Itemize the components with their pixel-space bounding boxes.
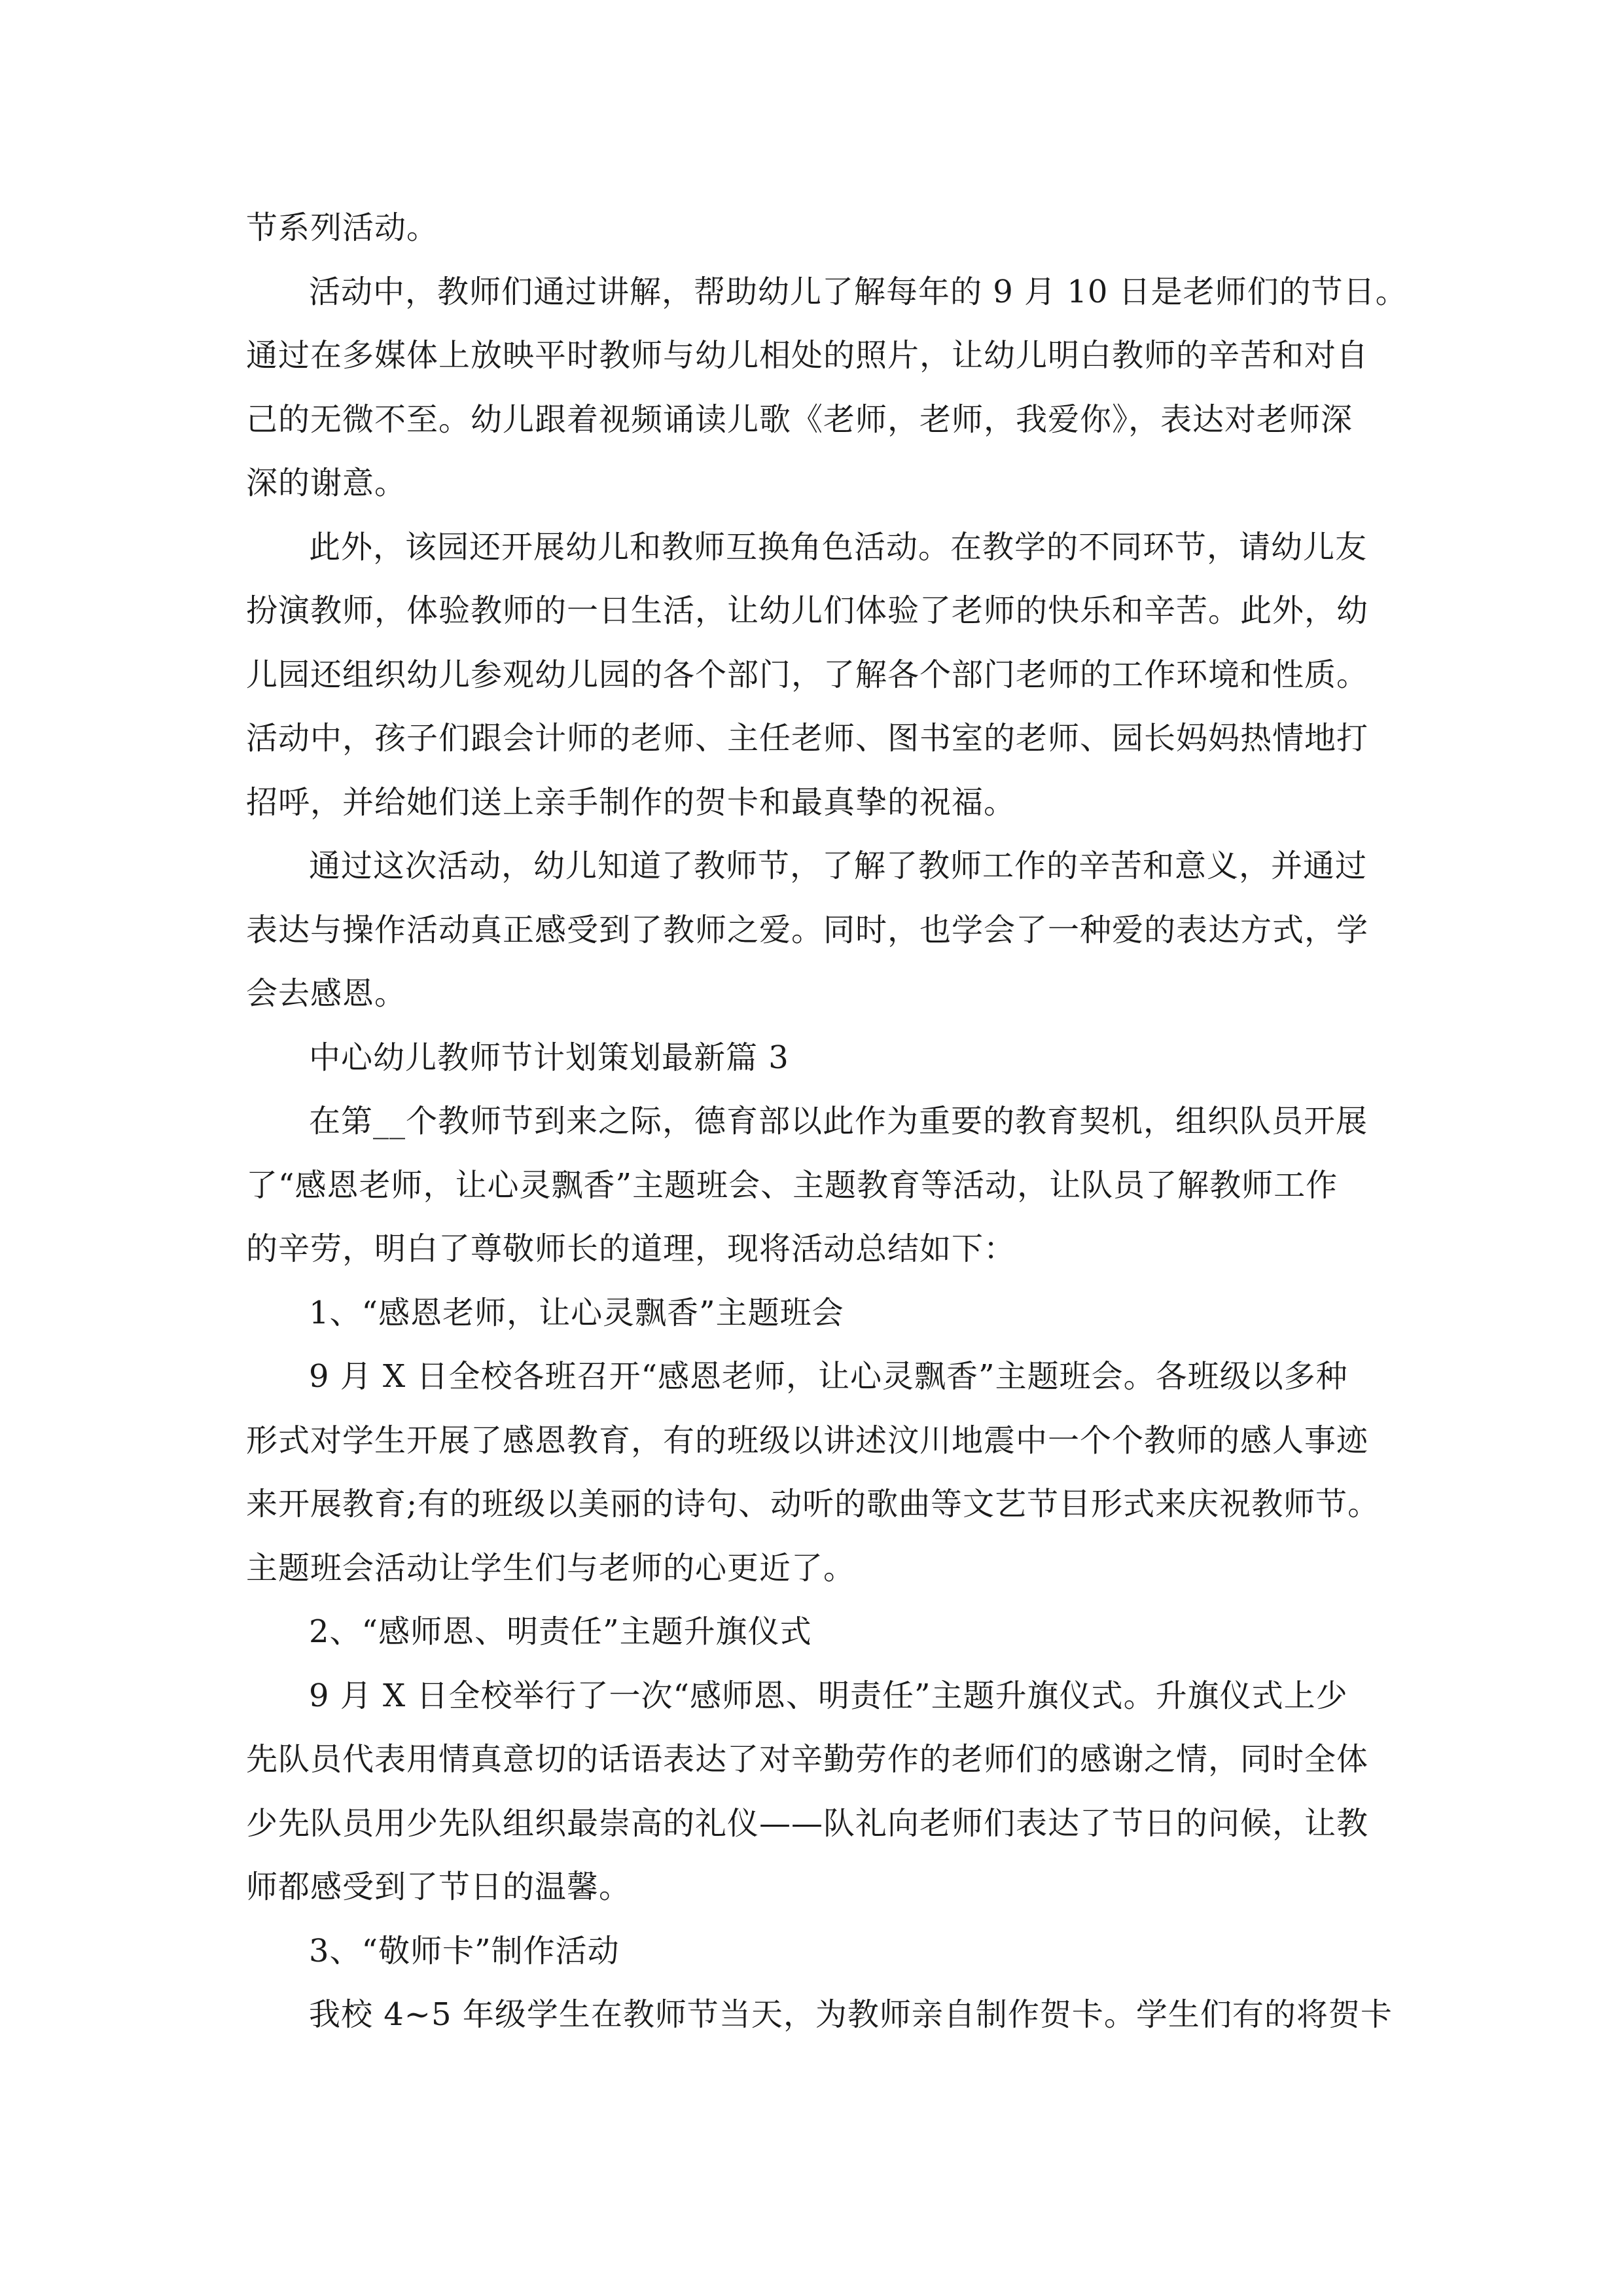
text-line: 活动中，教师们通过讲解，帮助幼儿了解每年的 9 月 10 日是老师们的节日。 [309,273,1408,310]
text-line: 己的无微不至。幼儿跟着视频诵读儿歌《老师，老师，我爱你》，表达对老师深 [246,401,1353,438]
text-line: 先队员代表用情真意切的话语表达了对辛勤劳作的老师们的感谢之情，同时全体 [246,1741,1369,1778]
text-line: 9 月 X 日全校举行了一次“感师恩、明责任”主题升旗仪式。升旗仪式上少 [309,1677,1348,1714]
text-line: 儿园还组织幼儿参观幼儿园的各个部门，了解各个部门老师的工作环境和性质。 [246,656,1369,693]
text-line: 主题班会活动让学生们与老师的心更近了。 [246,1549,856,1587]
text-line: 招呼，并给她们送上亲手制作的贺卡和最真挚的祝福。 [246,783,1016,821]
list-item-heading: 3、“敬师卡”制作活动 [309,1932,620,1969]
list-item-heading: 2、“感师恩、明责任”主题升旗仪式 [309,1613,812,1650]
document-body [246,196,1408,2047]
text-line: 师都感受到了节日的温馨。 [246,1869,632,1905]
section-heading: 中心幼儿教师节计划策划最新篇 3 [309,1039,789,1076]
text-line: 通过这次活动，幼儿知道了教师节，了解了教师工作的辛苦和意义，并通过 [309,848,1368,884]
text-line: 形式对学生开展了感恩教育，有的班级以讲述汶川地震中一个个教师的感人事迹 [246,1422,1369,1459]
text-line: 通过在多媒体上放映平时教师与幼儿相处的照片，让幼儿明白教师的辛苦和对自 [246,337,1369,374]
text-line: 此外，该园还开展幼儿和教师互换角色活动。在教学的不同环节，请幼儿友 [309,528,1368,565]
text-line: 了“感恩老师，让心灵飘香”主题班会、主题教育等活动，让队员了解教师工作 [246,1166,1338,1204]
text-line: 会去感恩。 [246,975,407,1012]
text-line: 来开展教育;有的班级以美丽的诗句、动听的歌曲等文艺节目形式来庆祝教师节。 [246,1486,1380,1522]
text-line: 节系列活动。 [246,209,439,246]
text-line: 少先队员用少先队组织最崇高的礼仪——队礼向老师们表达了节日的问候，让教 [246,1804,1369,1842]
text-line: 扮演教师，体验教师的一日生活，让幼儿们体验了老师的快乐和辛苦。此外，幼 [246,592,1369,629]
text-line: 9 月 X 日全校各班召开“感恩老师，让心灵飘香”主题班会。各班级以多种 [309,1358,1348,1395]
text-line: 我校 4~5 年级学生在教师节当天，为教师亲自制作贺卡。学生们有的将贺卡 [309,1996,1393,2033]
text-line: 活动中，孩子们跟会计师的老师、主任老师、图书室的老师、园长妈妈热情地打 [246,720,1369,757]
text-line: 在第__个教师节到来之际，德育部以此作为重要的教育契机，组织队员开展 [309,1103,1368,1139]
text-line: 表达与操作活动真正感受到了教师之爱。同时，也学会了一种爱的表达方式，学 [246,911,1369,948]
list-item-heading: 1、“感恩老师，让心灵飘香”主题班会 [309,1294,844,1331]
text-line: 深的谢意。 [246,465,407,501]
text-line: 的辛劳，明白了尊敬师长的道理，现将活动总结如下： [246,1230,1016,1267]
